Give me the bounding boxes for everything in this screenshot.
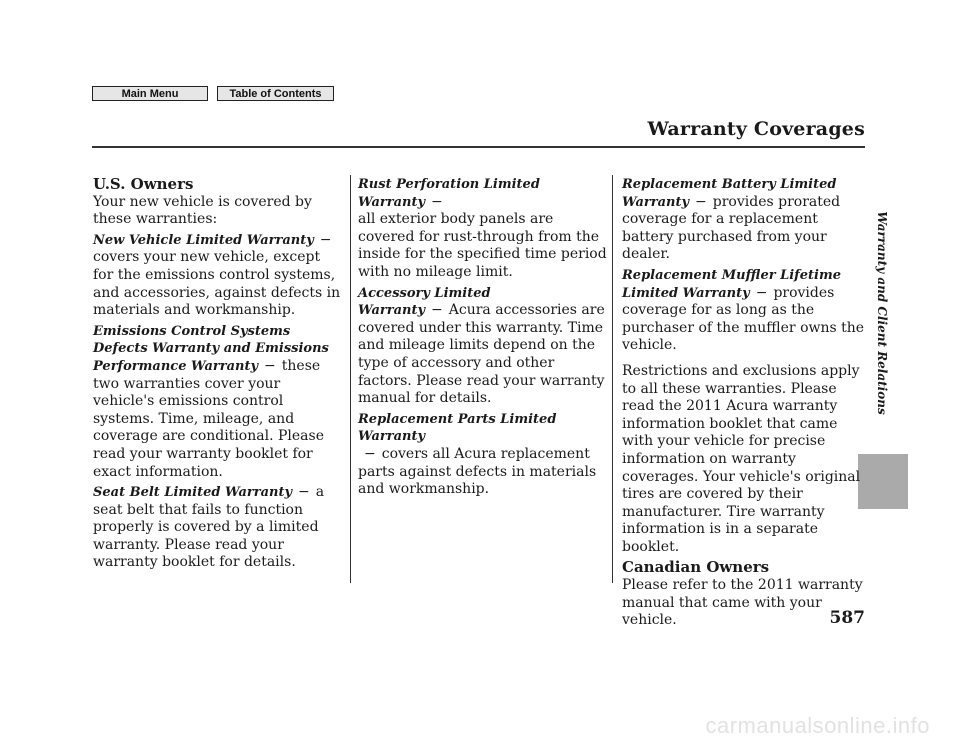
section-title: Warranty Coverages bbox=[647, 118, 865, 140]
new-vehicle-warranty-paragraph bbox=[93, 232, 343, 320]
dash: − bbox=[431, 302, 443, 319]
new-vehicle-warranty-title: New Vehicle Limited Warranty bbox=[93, 232, 314, 248]
muffler-warranty-text: provides coverage for as long as the purchaser of the muffler owns the vehicle. bbox=[622, 284, 865, 354]
emissions-warranty-text: these two warranties cover your vehicle's emissions control systems. Time, mileage, and coverage are conditional. Please read your warranty booklet for exact information. bbox=[93, 357, 324, 480]
us-owners-heading: U.S. Owners bbox=[93, 175, 194, 193]
main-menu-button[interactable]: Main Menu bbox=[92, 86, 208, 101]
muffler-warranty-paragraph bbox=[622, 267, 867, 355]
rust-warranty-paragraph bbox=[358, 176, 608, 282]
dash: − bbox=[298, 484, 310, 501]
battery-warranty-text: provides prorated coverage for a replacement battery purchased from your dealer. bbox=[622, 193, 841, 263]
seat-belt-warranty-text: a seat belt that fails to function properly is covered by a limited warranty. Please read your warranty booklet for details. bbox=[93, 484, 325, 571]
rust-warranty-title: Rust Perforation Limited Warranty bbox=[358, 177, 540, 210]
muffler-warranty-title: Replacement Muffler Lifetime Limited Warranty bbox=[622, 267, 842, 301]
column-divider bbox=[612, 175, 613, 583]
dash: − bbox=[695, 193, 707, 210]
page-number: 587 bbox=[829, 608, 865, 628]
accessory-warranty-text: Acura accessories are covered under this warranty. Time and mileage limits depend on the type of accessory and other factors. Please read your warranty manual for details. bbox=[358, 302, 605, 407]
canadian-owners-text: Please refer to the 2011 warranty manual that came with your vehicle. bbox=[622, 577, 863, 629]
replacement-parts-warranty-title: Replacement Parts Limited Warranty bbox=[358, 411, 557, 445]
seat-belt-warranty-paragraph bbox=[93, 484, 343, 572]
title-rule bbox=[92, 146, 865, 148]
column-3 bbox=[622, 176, 867, 633]
replacement-parts-warranty-text: covers all Acura replacement parts against defects in materials and workmanship. bbox=[358, 445, 597, 498]
dash: − bbox=[264, 357, 276, 374]
section-side-tab[interactable] bbox=[872, 178, 892, 448]
dash: − bbox=[364, 445, 376, 462]
column-2 bbox=[358, 176, 608, 502]
seat-belt-warranty-title: Seat Belt Limited Warranty bbox=[93, 485, 293, 501]
emissions-warranty-paragraph bbox=[93, 323, 343, 481]
battery-warranty-paragraph bbox=[622, 176, 867, 264]
replacement-parts-warranty-paragraph bbox=[358, 411, 608, 499]
dash: − bbox=[755, 284, 768, 301]
accessory-warranty-paragraph bbox=[358, 285, 608, 408]
us-owners-intro: Your new vehicle is covered by these warranties: bbox=[93, 193, 312, 228]
new-vehicle-warranty-text: covers your new vehicle, except for the emissions control systems, and accessories, against defects in materials and workmanship. bbox=[93, 249, 341, 319]
battery-warranty-title: Replacement Battery Limited Warranty bbox=[622, 177, 837, 210]
watermark: carmanualsonline.info bbox=[705, 713, 930, 738]
canadian-owners-heading: Canadian Owners bbox=[622, 558, 770, 577]
column-1 bbox=[93, 176, 343, 575]
table-of-contents-button[interactable]: Table of Contents bbox=[217, 86, 334, 101]
dash: − bbox=[431, 193, 443, 210]
column-divider bbox=[350, 175, 351, 583]
accessory-warranty-title: Accessory Limited Warranty bbox=[358, 285, 491, 319]
section-side-tab-label: Warranty and Client Relations bbox=[875, 211, 889, 415]
dash: − bbox=[319, 231, 332, 248]
restrictions-paragraph: Restrictions and exclusions apply to all these warranties. Please read the 2011 Acura warranty information booklet that came with your vehicle for precise information on warranty coverages. Your vehicle's original tires are covered by their manufacturer. Tire warranty information is in a separate booklet. bbox=[622, 362, 861, 555]
rust-warranty-text: all exterior body panels are covered for rust-through from the inside for the specified time period with no mileage limit. bbox=[358, 211, 607, 280]
emissions-warranty-title: Emissions Control Systems Defects Warranty and Emissions Performance Warranty bbox=[93, 323, 329, 374]
